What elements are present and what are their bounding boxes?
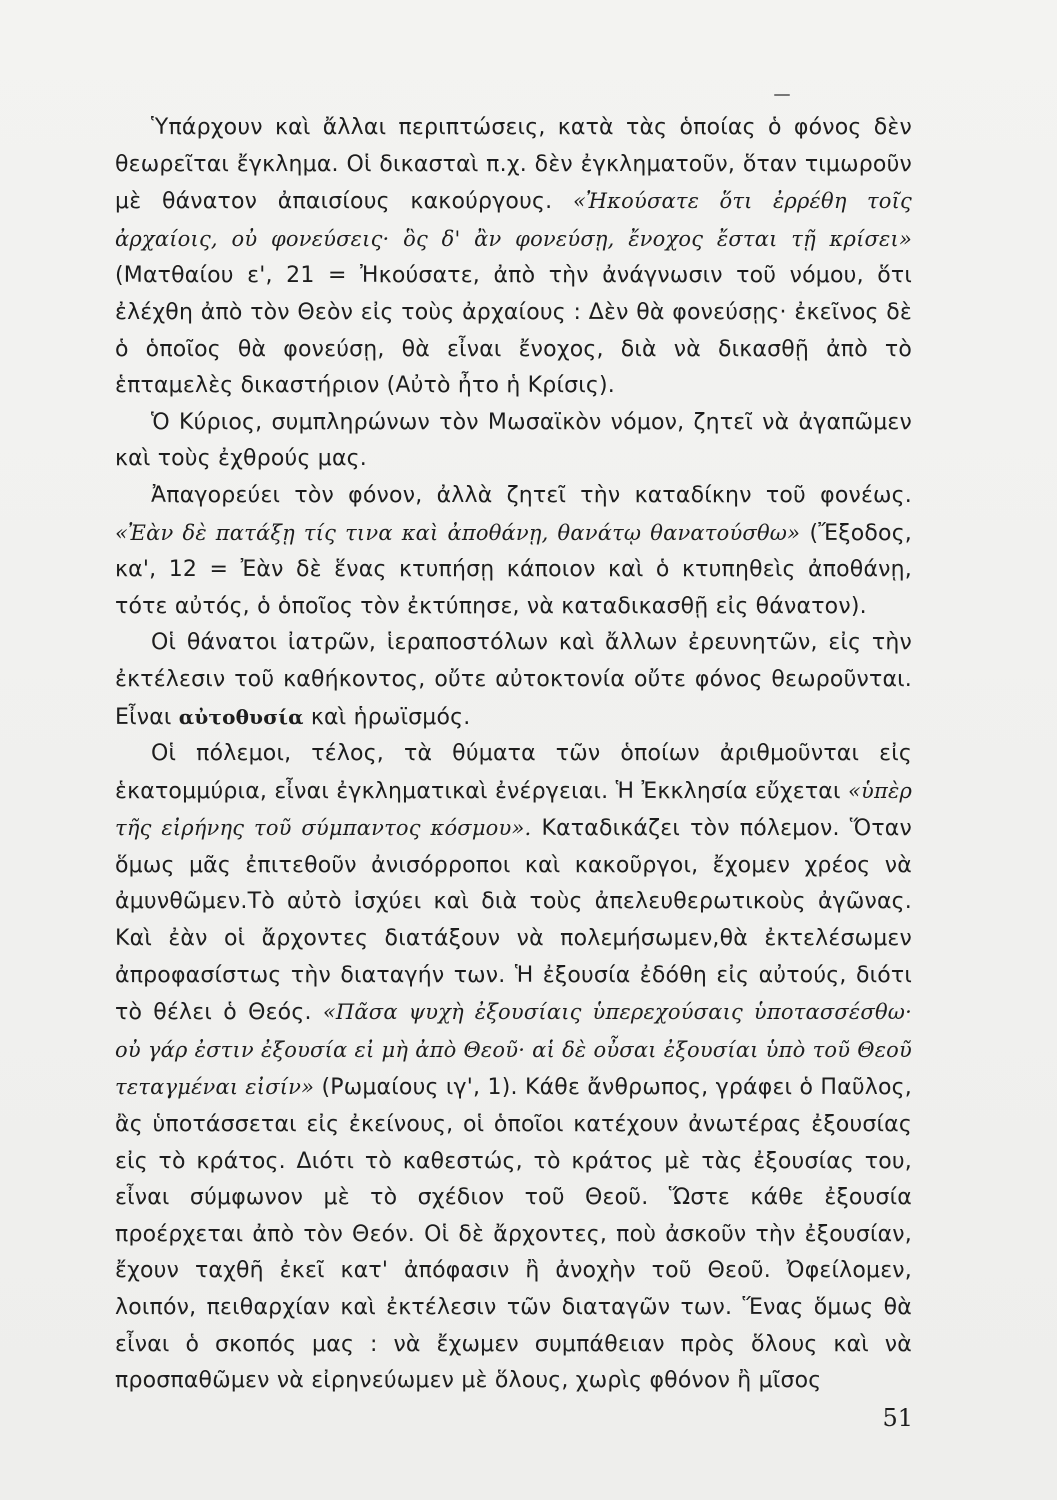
text-run: (Ἔξοδος, κα', 12 = Ἐὰν δὲ ἕνας κτυπήσῃ κάποιον καὶ ὁ κτυπηθεὶς ἀποθάνῃ, τότε αὐτός, ὁ ὁποῖος τὸν ἐκτύπησε, νὰ καταδικασθῇ εἰς θάνατον). — [115, 520, 912, 619]
paragraph-2 — [115, 405, 912, 478]
text-run: Καταδικάζει τὸν πόλεμον. Ὅταν ὅμως μᾶς ἐπιτεθοῦν ἀνισόρροποι καὶ κακοῦργοι, ἔχομεν χρέος νὰ ἀμυνθῶμεν.Τὸ αὐτὸ ἰσχύει καὶ διὰ τοὺς ἀπελευθερωτικοὺς ἀγῶνας. Καὶ ἐὰν οἱ ἄρχοντες διατάξουν νὰ πολεμήσωμεν,θὰ ἐκτελέσωμεν ἀπροφασίστως τὴν διαταγήν των. Ἡ ἐξουσία ἐδόθη εἰς αὐτούς, διότι τὸ θέλει ὁ Θεός. — [115, 816, 912, 1026]
text-run: Ὑπάρχουν καὶ ἄλλαι περιπτώσεις, κατὰ τὰς ὁποίας ὁ φόνος δὲν θεωρεῖται ἔγκλημα. Οἱ δικασταὶ π.χ. δὲν ἐγκληματοῦν, ὅταν τιμωροῦν μὲ θάνατον ἀπαισίους κακούργους. — [115, 115, 912, 215]
emphasized-term: αὐτοθυσία — [178, 704, 304, 729]
text-run: καὶ ἡρωϊσμός. — [303, 704, 471, 730]
paragraph-4 — [115, 625, 912, 736]
paragraph-1 — [115, 110, 912, 405]
text-run: (Ματθαίου ε', 21 = Ἠκούσατε, ἀπὸ τὴν ἀνάγνωσιν τοῦ νόμου, ὅτι ἐλέχθη ἀπὸ τὸν Θεὸν εἰς τοὺς ἀρχαίους : Δὲν θὰ φονεύσῃς· ἐκεῖνος δὲ ὁ ὁποῖος θὰ φονεύσῃ, θὰ εἶναι ἔνοχος, διὰ νὰ δικασθῇ ἀπὸ τὸ ἑπταμελὲς δικαστήριον (Αὐτὸ ἦτο ἡ Κρίσις). — [115, 263, 912, 399]
body-text — [115, 110, 912, 1400]
paragraph-3 — [115, 478, 912, 625]
text-run: Οἱ πόλεμοι, τέλος, τὰ θύματα τῶν ὁποίων ἀριθμοῦνται εἰς ἑκατομμύρια, εἶναι ἐγκληματικαὶ ἐνέργειαι. Ἡ Ἐκκλησία εὔχεται — [115, 741, 912, 804]
scan-speck — [774, 94, 790, 96]
text-run: Ὁ Κύριος, συμπληρώνων τὸν Μωσαϊκὸν νόμον, ζητεῖ νὰ ἀγαπῶμεν καὶ τοὺς ἐχθρούς μας. — [115, 409, 912, 472]
text-run: Ἀπαγορεύει τὸν φόνον, ἀλλὰ ζητεῖ τὴν καταδίκην τοῦ φονέως. — [151, 482, 912, 508]
scripture-quote: «Ἠκούσατε ὅτι ἐρρέθη τοῖς ἀρχαίοις, οὐ φονεύσεις· ὃς δ' ἂν φονεύσῃ, ἔνοχος ἔσται τῇ κρίσει» — [115, 189, 912, 251]
paragraph-5 — [115, 736, 912, 1400]
scripture-quote: «Πᾶσα ψυχὴ ἐξουσίαις ὑπερεχούσαις ὑποτασσέσθω· οὐ γάρ ἐστιν ἐξουσία εἰ μὴ ἀπὸ Θεοῦ· αἱ δὲ οὖσαι ἐξουσίαι ὑπὸ τοῦ Θεοῦ τεταγμέναι εἰσίν» — [115, 1000, 912, 1100]
liturgical-quote: «ὑπὲρ τῆς εἰρήνης τοῦ σύμπαντος κόσμου». — [115, 778, 912, 841]
scripture-quote: «Ἐὰν δὲ πατάξῃ τίς τινα καὶ ἀποθάνῃ, θανάτῳ θανατούσθω» — [115, 520, 801, 545]
text-run: (Ρωμαίους ιγ', 1). Κάθε ἄνθρωπος, γράφει ὁ Παῦλος, ἂς ὑποτάσσεται εἰς ἐκείνους, οἱ ὁποῖοι κατέχουν ἀνωτέρας ἐξουσίας εἰς τὸ κράτος. Διότι τὸ καθεστώς, τὸ κράτος μὲ τὰς ἐξουσίας του, εἶναι σύμφωνον μὲ τὸ σχέδιον τοῦ Θεοῦ. Ὥστε κάθε ἐξουσία προέρχεται ἀπὸ τὸν Θεόν. Οἱ δὲ ἄρχοντες, ποὺ ἀσκοῦν τὴν ἐξουσίαν, ἔχουν ταχθῆ ἐκεῖ κατ' ἀπόφασιν ἢ ἀνοχὴν τοῦ Θεοῦ. Ὀφείλομεν, λοιπόν, πειθαρχίαν καὶ ἐκτέλεσιν τῶν διαταγῶν των. Ἕνας ὅμως θὰ εἶναι ὁ σκοπός μας : νὰ ἔχωμεν συμπάθειαν πρὸς ὅλους καὶ νὰ προσπαθῶμεν νὰ εἰρηνεύωμεν μὲ ὅλους, χωρὶς φθόνον ἢ μῖσος — [115, 1075, 912, 1394]
text-run: Οἱ θάνατοι ἰατρῶν, ἱεραποστόλων καὶ ἄλλων ἐρευνητῶν, εἰς τὴν ἐκτέλεσιν τοῦ καθήκοντος, οὔτε αὐτοκτονία οὔτε φόνος θεωροῦνται. Εἶναι — [115, 630, 912, 730]
page-number: 51 — [882, 1404, 913, 1432]
